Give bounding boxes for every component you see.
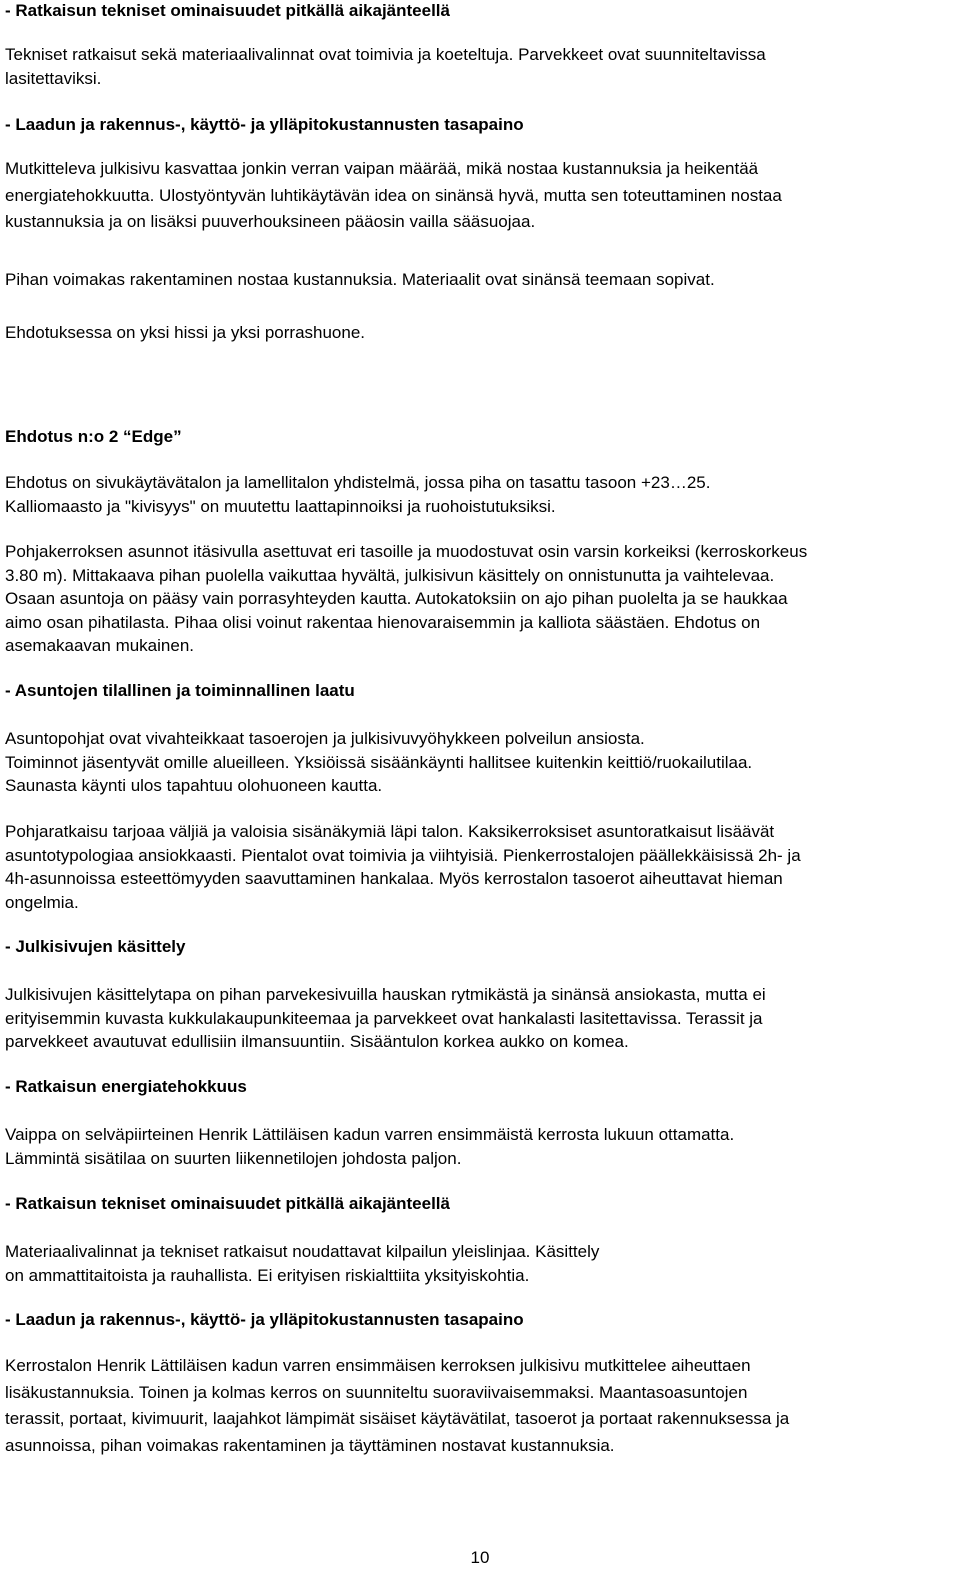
text-line: Toiminnot jäsentyvät omille alueilleen. Yksiöissä sisäänkäynti hallitsee kuitenkin keittiö/ruokailutilaa. [5,752,753,772]
text-line: kustannuksia ja on lisäksi puuverhouksineen pääosin vailla sääsuojaa. [5,212,536,231]
text-line: Materiaalivalinnat ja tekniset ratkaisut noudattavat kilpailun yleislinjaa. Käsittely [5,1242,600,1261]
text-line: Ehdotuksessa on yksi hissi ja yksi porrashuone. [5,323,366,342]
paragraph-technical [5,43,960,90]
text-line: Ehdotus on sivukäytävätalon ja lamellitalon yhdistelmä, jossa piha on tasattu tasoon +23…25. [5,473,711,492]
paragraph-technical-2 [5,1240,960,1287]
section-heading-facades [5,936,960,958]
text-line: Vaippa on selväpiirteinen Henrik Lättiläisen kadun varren ensimmäistä kerrosta lukuun ottamatta. [5,1125,735,1144]
text-line: asemakaavan mukainen. [5,636,195,655]
text-line: asunnoissa, pihan voimakas rakentaminen ja täyttäminen nostavat kustannuksia. [5,1435,615,1455]
section-heading-technical-2 [5,1193,960,1215]
paragraph-costs-2 [5,1353,960,1459]
heading-line: - Ratkaisun energiatehokkuus [5,1077,247,1096]
heading-line: - Laadun ja rakennus-, käyttö- ja ylläpitokustannusten tasapaino [5,1310,524,1329]
text-line: erityisemmin kuvasta kukkulakaupunkiteemaa ja parvekkeet ovat hankalasti lasitettavissa. Terassit ja [5,1008,763,1028]
heading-line: - Ratkaisun tekniset ominaisuudet pitkällä aikajänteellä [5,1194,450,1213]
heading-line: - Asuntojen tilallinen ja toiminnallinen laatu [5,681,355,700]
text-line: Pihan voimakas rakentaminen nostaa kustannuksia. Materiaalit ovat sinänsä teemaan sopivat. [5,270,715,289]
text-line: ongelmia. [5,892,79,912]
text-line: aimo osan pihatilasta. Pihaa olisi voinut rakentaa hienovaraisemmin ja kalliota säästäen. Ehdotus on [5,612,761,632]
paragraph-yard [5,268,960,292]
text-line: Pohjaratkaisu tarjoaa väljiä ja valoisia sisänäkymiä läpi talon. Kaksikerroksiset asuntoratkaisut lisäävät [5,822,775,841]
proposal-title [5,426,960,448]
text-line: energiatehokkuutta. Ulostyöntyvän luhtikäytävän idea on sinänsä hyvä, mutta sen toteuttaminen nostaa [5,185,782,205]
text-line: Kalliomaasto ja "kivisyys" on muutettu laattapinnoiksi ja ruohoistutuksiksi. [5,496,556,516]
text-line: Julkisivujen käsittelytapa on pihan parvekesivuilla hauskan rytmikästä ja sinänsä ansiokasta, mutta ei [5,985,766,1004]
paragraph-costs [5,156,960,236]
paragraph-ground-floor [5,540,960,658]
paragraph-facades [5,983,960,1054]
text-line: 3.80 m). Mittakaava pihan puolella vaikuttaa hyvältä, julkisivun käsittely on onnistunutta ja vaihtelevaa. [5,565,775,585]
text-line: Saunasta käynti ulos tapahtuu olohuoneen kautta. [5,776,383,795]
section-heading-costs [5,114,960,136]
text-line: Lämmintä sisätilaa on suurten liikennetilojen johdosta paljon. [5,1148,462,1168]
text-line: Tekniset ratkaisut sekä materiaalivalinnat ovat toimivia ja koeteltuja. Parvekkeet ovat suunniteltavissa [5,45,766,64]
paragraph-proposal-intro [5,471,960,518]
heading-line: - Laadun ja rakennus-, käyttö- ja ylläpitokustannusten tasapaino [5,115,524,134]
text-line: Osaan asuntoja on pääsy vain porrasyhteyden kautta. Autokatoksiin on ajo pihan puolelta ja se haukkaa [5,589,788,608]
text-line: Asuntopohjat ovat vivahteikkaat tasoerojen ja julkisivuvyöhykkeen polveilun ansiosta. [5,729,645,748]
heading-line: - Ratkaisun tekniset ominaisuudet pitkällä aikajänteellä [5,1,450,20]
section-heading-dwellings [5,680,960,702]
heading-line: - Julkisivujen käsittely [5,937,186,956]
paragraph-floorplans [5,727,960,798]
paragraph-plan-solution [5,820,960,914]
text-line: lasitettaviksi. [5,68,102,88]
text-line: lisäkustannuksia. Toinen ja kolmas kerros on suunniteltu suoraviivaisemmaksi. Maantasoasuntojen [5,1382,748,1402]
text-line: Pohjakerroksen asunnot itäsivulla asettuvat eri tasoille ja muodostuvat osin varsin korkeiksi (kerroskorkeus [5,542,808,561]
paragraph-elevator [5,321,960,345]
text-line: Kerrostalon Henrik Lättiläisen kadun varren ensimmäisen kerroksen julkisivu mutkittelee aiheuttaen [5,1356,751,1375]
text-line: on ammattitaitoista ja rauhallista. Ei erityisen riskialttiita yksityiskohtia. [5,1265,530,1285]
page-number: 10 [470,1548,490,1567]
text-line: asuntotypologiaa ansiokkaasti. Pientalot ovat toimivia ja viihtyisiä. Pienkerrostalojen päällekkäisissä 2h- ja [5,845,801,865]
section-heading-energy [5,1076,960,1098]
section-heading-costs-2 [5,1309,960,1331]
text-line: terassit, portaat, kivimuurit, laajahkot lämpimät sisäiset käytävätilat, tasoerot ja portaat rakennuksessa ja [5,1409,790,1428]
text-line: 4h-asunnoissa esteettömyyden saavuttaminen hankalaa. Myös kerrostalon tasoerot aiheuttavat hieman [5,869,783,888]
heading-line: Ehdotus n:o 2 “Edge” [5,427,182,446]
section-heading-technical [5,0,960,22]
text-line: parvekkeet avautuvat edullisiin ilmansuuntiin. Sisääntulon korkea aukko on komea. [5,1032,629,1051]
text-line: Mutkitteleva julkisivu kasvattaa jonkin verran vaipan määrää, mikä nostaa kustannuksia ja heikentää [5,159,759,178]
paragraph-energy [5,1123,960,1170]
